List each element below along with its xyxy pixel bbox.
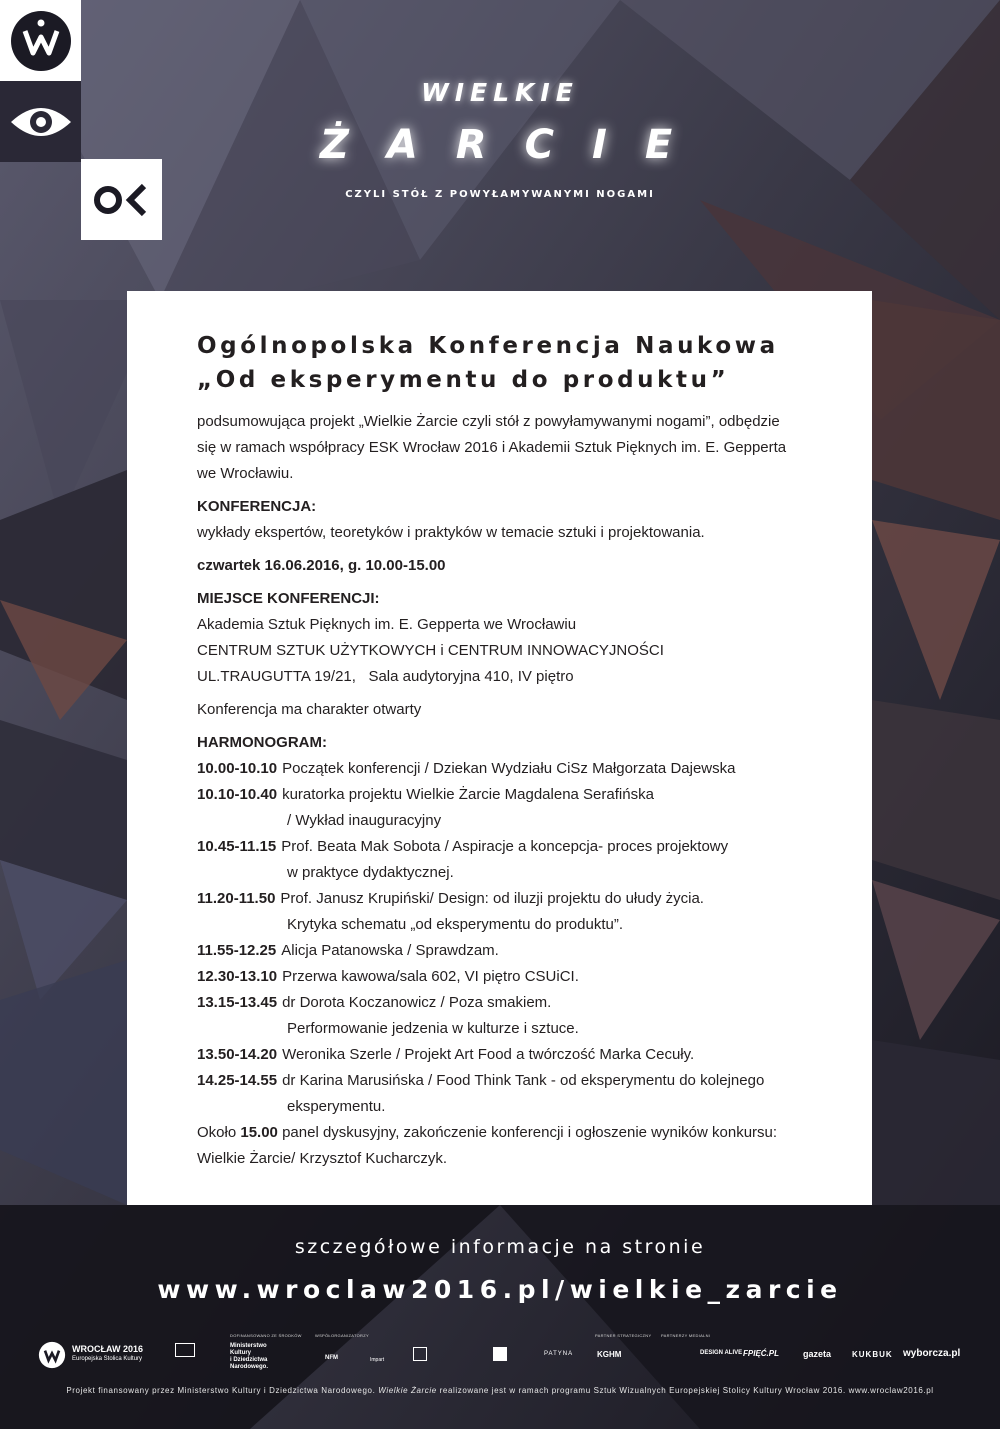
- poster-title-line2: ŻARCIE: [319, 122, 711, 168]
- sponsor-logo-impart: Impart: [370, 1357, 385, 1363]
- wspolorganizatorzy-caption: WSPÓŁORGANIZATORZY: [315, 1333, 369, 1338]
- schedule-time: 10.10-10.40: [197, 786, 278, 803]
- schedule-time: 14.25-14.55: [197, 1072, 278, 1089]
- miejsce-label: MIEJSCE KONFERENCJI:: [197, 590, 380, 607]
- dofinansowano-caption: DOFINANSOWANO ZE ŚRODKÓW: [230, 1333, 302, 1338]
- closing-line: [197, 1120, 817, 1146]
- ministerstwo-line: i Dziedzictwa: [230, 1357, 268, 1363]
- footer-info: szczegółowe informacje na stronie: [294, 1236, 706, 1258]
- sponsor-logo-kukbuk: KUKBUK: [852, 1350, 893, 1359]
- closing-text: panel dyskusyjny, zakończenie konferencji i ogłoszenie wyników konkursu:: [282, 1124, 778, 1141]
- schedule-time: 11.20-11.50: [197, 890, 276, 907]
- footer-url[interactable]: www.wroclaw2016.pl/wielkie_zarcie: [157, 1275, 843, 1304]
- schedule-row: [197, 1042, 817, 1068]
- wroclaw-logo-name: WROCŁAW 2016: [72, 1344, 144, 1354]
- footer-disclaimer: [0, 1386, 1000, 1395]
- schedule-cont: Krytyka schematu „od eksperymentu do produktu”.: [287, 916, 623, 933]
- disclaimer-b: Wielkie Żarcie: [378, 1386, 437, 1395]
- poster-title-line1: WIELKIE: [421, 78, 579, 107]
- schedule-time: 10.45-11.15: [197, 838, 277, 855]
- sponsor-logo-gazeta: gazeta: [803, 1349, 832, 1359]
- closing-prefix: Około: [197, 1124, 237, 1141]
- schedule-time: 12.30-13.10: [197, 968, 278, 985]
- harmonogram-section: [197, 730, 817, 1172]
- schedule-desc: dr Dorota Koczanowicz / Poza smakiem.: [282, 994, 552, 1011]
- partnerzy-medialni-caption: PARTNERZY MEDIALNI: [661, 1333, 711, 1338]
- schedule-time: 11.55-12.25: [197, 942, 277, 959]
- eu-flag-icon: [175, 1343, 195, 1357]
- ministerstwo-line: Kultury: [230, 1350, 251, 1356]
- schedule-row: [197, 782, 817, 808]
- schedule-cont: / Wykład inauguracyjny: [287, 812, 442, 829]
- intro-line: we Wrocławiu.: [197, 465, 294, 482]
- intro-line: podsumowująca projekt „Wielkie Żarcie czyli stół z powyłamywanymi nogami”, odbędzie: [197, 413, 780, 430]
- schedule-desc: dr Karina Marusińska / Food Think Tank - od eksperymentu do kolejnego: [282, 1072, 765, 1089]
- sponsor-logo-kghm: KGHM: [597, 1350, 622, 1359]
- schedule-time: 13.15-13.45: [197, 994, 278, 1011]
- open-note: Konferencja ma charakter otwarty: [197, 701, 422, 718]
- design-logo-icon: [493, 1347, 507, 1361]
- intro-paragraph: [197, 409, 817, 487]
- schedule-desc: Przerwa kawowa/sala 602, VI piętro CSUiCI.: [282, 968, 579, 985]
- w-logo-small-icon: [38, 1341, 66, 1369]
- content-card: [127, 291, 872, 1205]
- sponsor-logo-nfm: NFM: [325, 1355, 338, 1361]
- heading-line2: „Od eksperymentu do produktu”: [197, 367, 730, 393]
- sponsor-logo-design-alive: DESIGN ALIVE: [700, 1350, 743, 1356]
- schedule-row: [197, 834, 817, 860]
- disclaimer-a: Projekt finansowany przez Ministerstwo Kultury i Dziedzictwa Narodowego.: [66, 1386, 376, 1395]
- miejsce-line: Akademia Sztuk Pięknych im. E. Gepperta we Wrocławiu: [197, 616, 577, 633]
- w-logo-icon: [9, 9, 73, 73]
- schedule-desc: Weronika Szerle / Projekt Art Food a twórczość Marka Cecuły.: [282, 1046, 695, 1063]
- schedule-cont: eksperymentu.: [287, 1098, 386, 1115]
- ministerstwo-line: Narodowego.: [230, 1364, 269, 1370]
- conference-heading: [197, 329, 817, 397]
- schedule-row: [197, 756, 817, 782]
- schedule-cont: w praktyce dydaktycznej.: [287, 864, 454, 881]
- sponsor-logo-wyborcza: wyborcza.pl: [903, 1348, 961, 1359]
- konferencja-label: KONFERENCJA:: [197, 498, 317, 515]
- disclaimer-c: realizowane jest w ramach programu Sztuk Wizualnych Europejskiej Stolicy Kultury Wrocław 2016. www.wroclaw2016.pl: [439, 1386, 934, 1395]
- schedule-time: 10.00-10.10: [197, 760, 278, 777]
- schedule-time: 13.50-14.20: [197, 1046, 278, 1063]
- asp-logo-icon: [413, 1347, 427, 1361]
- sponsor-logo-patyna: PATYNA: [544, 1351, 574, 1357]
- schedule-desc: Prof. Beata Mak Sobota / Aspiracje a koncepcja- proces projektowy: [281, 838, 729, 855]
- partner-strategiczny-caption: PARTNER STRATEGICZNY: [595, 1333, 652, 1338]
- schedule-desc: Prof. Janusz Krupiński/ Design: od iluzji projektu do ułudy życia.: [280, 890, 704, 907]
- miejsce-section: [197, 586, 817, 690]
- intro-line: się w ramach współpracy ESK Wrocław 2016 i Akademii Sztuk Pięknych im. E. Gepperta: [197, 439, 787, 456]
- schedule-desc: Początek konferencji / Dziekan Wydziału CiSz Małgorzata Dajewska: [282, 760, 736, 777]
- ministerstwo-line: Ministerstwo: [230, 1343, 267, 1349]
- konferencja-text: wykłady ekspertów, teoretyków i praktyków w temacie sztuki i projektowania.: [197, 524, 705, 541]
- harmonogram-label: HARMONOGRAM:: [197, 734, 327, 751]
- card-content: [197, 329, 817, 1172]
- closing-time: 15.00: [240, 1124, 278, 1141]
- schedule-row: [197, 886, 817, 912]
- konferencja-section: [197, 494, 817, 546]
- sponsor-logo-fpiec: FPIĘĆ.PL: [743, 1349, 780, 1358]
- wroclaw-logo-sub: Europejska Stolica Kultury: [72, 1356, 143, 1362]
- schedule-cont: Performowanie jedzenia w kulturze i sztuce.: [287, 1020, 579, 1037]
- heading-line1: Ogólnopolska Konferencja Naukowa: [197, 333, 779, 359]
- miejsce-line: UL.TRAUGUTTA 19/21, Sala audytoryjna 410, IV piętro: [197, 668, 574, 685]
- poster-subtitle: CZYLI STÓŁ Z POWYŁAMYWANYMI NOGAMI: [345, 189, 655, 200]
- schedule-row: [197, 1068, 817, 1094]
- schedule-row: [197, 938, 817, 964]
- schedule-desc: Alicja Patanowska / Sprawdzam.: [281, 942, 499, 959]
- conference-date: czwartek 16.06.2016, g. 10.00-15.00: [197, 557, 446, 574]
- w-logo: [0, 0, 81, 81]
- miejsce-line: CENTRUM SZTUK UŻYTKOWYCH i CENTRUM INNOWACYJNOŚCI: [197, 642, 664, 659]
- schedule-row: [197, 990, 817, 1016]
- closing-line2: Wielkie Żarcie/ Krzysztof Kucharczyk.: [197, 1150, 448, 1167]
- schedule-row: [197, 964, 817, 990]
- sponsor-strip: [35, 1333, 975, 1373]
- schedule-desc: kuratorka projektu Wielkie Żarcie Magdalena Serafińska: [282, 786, 654, 803]
